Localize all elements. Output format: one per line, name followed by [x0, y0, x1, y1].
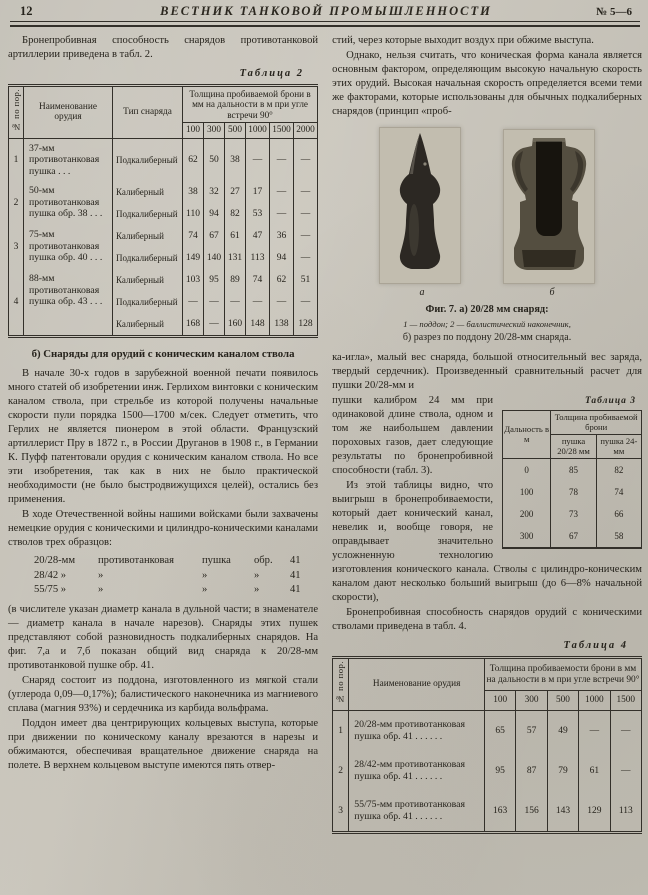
cell: 131 [225, 247, 246, 269]
cell: 47 [246, 225, 270, 247]
cell: — [270, 291, 294, 313]
cell: 2 [9, 181, 24, 225]
column-header-distance: 300 [516, 691, 547, 710]
cell: 113 [246, 247, 270, 269]
paragraph: (в числителе указан диаметр канала в дульной части; в знаменателе — диаметр канала в начале нарезов). Снаряды этих пушек представляют собой разновидность подкалиберных снарядов. На фиг. 7,а и 7,б показан общий вид снаряда к 20/28-мм противотанковой пушке обр. 41. [8, 603, 319, 671]
column-header-num [9, 86, 24, 139]
cell: 128 [294, 313, 318, 337]
table-row [333, 658, 642, 691]
cell: — [270, 138, 294, 181]
cell: 67 [551, 525, 596, 548]
column-header-distance: 500 [225, 123, 246, 139]
cell: 156 [516, 791, 547, 833]
cell: 78 [551, 481, 596, 503]
photo-label-a: а [419, 287, 425, 298]
ditto-mark: » [202, 569, 208, 581]
figure-sublabels [332, 286, 642, 300]
cell: 27 [225, 181, 246, 203]
cell: 160 [225, 313, 246, 337]
table-row [503, 503, 642, 525]
cell: 38 [225, 138, 246, 181]
cell: 36 [270, 225, 294, 247]
cell: 61 [579, 751, 610, 791]
cell: 53 [246, 203, 270, 225]
ditto-mark: » [98, 584, 104, 596]
paragraph: Бронепробивная способность снарядов орудий с коническими стволами приведена в табл. 4. [332, 607, 642, 632]
cell: 28/42-мм противотанковая пушка обр. 41 . . . . . . [349, 751, 485, 791]
table-3 [502, 410, 642, 549]
cell: 94 [270, 247, 294, 269]
cell: 82 [225, 203, 246, 225]
column-header-name: Наименование орудия [24, 86, 113, 139]
ditto-mark: » [254, 569, 260, 581]
column-header-distance: Дальность в м [503, 411, 551, 459]
cell: 79 [547, 751, 578, 791]
column-header-name: Наименование орудия [349, 658, 485, 711]
cell: 1 [333, 710, 349, 751]
cell: 61 [225, 225, 246, 247]
table-4-caption: Таблица 4 [563, 640, 628, 651]
cell: — [183, 291, 204, 313]
cell: 2 [333, 751, 349, 791]
figure-photos [332, 127, 642, 284]
column-header-span: Толщина пробиваемой брони в мм на дальности в м при угле встречи 90° [183, 86, 318, 123]
column-header-type: Тип снаряда [113, 86, 183, 139]
column-header-distance: 500 [547, 691, 578, 710]
section-heading: б) Снаряды для орудий с коническим каналом ствола [31, 348, 295, 361]
cell: — [270, 203, 294, 225]
cell: 50 [204, 138, 225, 181]
cell: 100 [503, 481, 551, 503]
cell: 87 [516, 751, 547, 791]
paragraph: ка-игла», малый вес снаряда, большой относительный вес заряда, твердый сердечник). Произведенный сравнительный расчет для пушки 20/28-мм и [332, 352, 642, 391]
cell: Калиберный [113, 313, 183, 337]
figure-caption-line: 1 — поддон; 2 — баллистический наконечник, [403, 319, 571, 329]
table-2-caption: Таблица 2 [239, 68, 305, 79]
cell: 3 [9, 225, 24, 269]
cell: 94 [204, 203, 225, 225]
figure-7 [332, 127, 642, 345]
paragraph: Снаряд состоит из поддона, изготовленного из мягкой стали (углерода 0,09—0,17%); балистического наконечника из магниевого сплава (магния 93%) и сердечника из карбида вольфрама. [8, 674, 319, 714]
table-4-header [333, 658, 642, 711]
cell: 57 [516, 710, 547, 751]
cell: — [294, 203, 318, 225]
table-row [333, 710, 642, 751]
cell: — [270, 181, 294, 203]
journal-title: ВЕСТНИК ТАНКОВОЙ ПРОМЫШЛЕННОСТИ [160, 4, 492, 18]
cell: 17 [246, 181, 270, 203]
gun-caliber: 20/28-мм [34, 555, 76, 567]
cell: 168 [183, 313, 204, 337]
cell: — [294, 225, 318, 247]
table-row [9, 138, 318, 181]
photo-label-b: б [549, 287, 555, 298]
table-row [503, 411, 642, 435]
cell: — [294, 291, 318, 313]
figure-caption [332, 303, 642, 345]
cell: 200 [503, 503, 551, 525]
cell: 103 [183, 269, 204, 291]
column-header-num [333, 658, 349, 711]
gun-caliber: 55/75 » [34, 584, 67, 596]
column-header-span: Толщина пробиваемости брони в мм на дальности в м при угле встречи 90° [484, 658, 641, 691]
cell: — [294, 247, 318, 269]
sabot-section-photo-b [503, 129, 595, 284]
table-4 [332, 656, 642, 834]
column-header-span: Толщина пробиваемой брони [551, 411, 642, 435]
header-rule [10, 21, 640, 27]
cell: 89 [225, 269, 246, 291]
gun-caliber: 28/42 » [34, 569, 67, 581]
cell: 32 [204, 181, 225, 203]
table-row [503, 525, 642, 548]
paragraph: Однако, нельзя считать, что коническая форма канала является основным фактором, определяющим высокую начальную скорость этих орудий. Высокая начальная скорость определяется всеми теми же факторами, которые использованы для обычных подкалиберных снарядов (принцип «проб- [332, 50, 642, 117]
column-header-distance: 1000 [246, 123, 270, 139]
table-row [9, 225, 318, 247]
cell: Подкалиберный [113, 203, 183, 225]
column-header-num-label: № по пор. [10, 89, 21, 133]
cell: — [225, 291, 246, 313]
gun-word: пушка [202, 555, 231, 567]
cell: 88-мм противотанковая пушка обр. 43 . . . [24, 269, 113, 337]
cell: 129 [579, 791, 610, 833]
cell: 148 [246, 313, 270, 337]
table-3-header [503, 411, 642, 459]
paragraph: В начале 30-х годов в зарубежной военной печати появилось много статей об изобретении инж. Герлихом винтовки с коническим каналом ствола, при стрельбе из которой получены начальные скорости пули порядка 1500—1700 м/сек. Следует отметить, что Герлих не является пионером в этой области. Французский артиллерист Пру в 1872 г., в России Друганов в 1908 г., в Германии К. Пуфф патентовали орудия с коническим каналом ствола. Но все эти изобретения, так как в них не было практической необходимости (не было быстродвижущихся целей), остались без применения. [8, 368, 319, 506]
cell: 58 [596, 525, 641, 548]
column-header-distance: 1000 [579, 691, 610, 710]
cell: 20/28-мм противотанковая пушка обр. 41 . . . . . . [349, 710, 485, 751]
cell: Подкалиберный [113, 247, 183, 269]
table-row [9, 269, 318, 291]
cell: 55/75-мм противотанковая пушка обр. 41 . . . . . . [349, 791, 485, 833]
cell: 82 [596, 459, 641, 482]
figure-caption-line: б) разрез по поддону 20/28-мм снаряда. [402, 332, 572, 343]
list-item [34, 569, 318, 584]
cell: 1 [9, 138, 24, 181]
table-row [503, 459, 642, 482]
cell: — [610, 751, 641, 791]
gun-word: обр. [254, 555, 273, 567]
table-row [9, 86, 318, 123]
list-item [34, 583, 318, 598]
table-row [9, 181, 318, 203]
cell: — [294, 138, 318, 181]
table-3-block [502, 394, 642, 549]
paragraph: стий, через которые выходит воздух при обжиме выступа. [332, 35, 594, 46]
figure-caption-line: Фиг. 7. а) 20/28 мм снаряд: [425, 304, 549, 315]
cell: 300 [503, 525, 551, 548]
table-row [333, 791, 642, 833]
table-3-wrap-zone [332, 394, 642, 605]
cell: 143 [547, 791, 578, 833]
sabot-section-drawing [504, 130, 594, 278]
gun-model: 41 [290, 584, 301, 596]
page-number: 12 [20, 4, 33, 18]
cell: Калиберный [113, 225, 183, 247]
ditto-mark: » [98, 569, 104, 581]
cell: 65 [484, 710, 515, 751]
column-header-gun1: пушка 20/28 мм [551, 435, 596, 459]
cell: 95 [484, 751, 515, 791]
cell: — [579, 710, 610, 751]
column-header-distance: 100 [183, 123, 204, 139]
issue-number: № 5—6 [596, 6, 632, 18]
table-row [333, 751, 642, 791]
paragraph-intro: Бронепробивная способность снарядов противотанковой артиллерии приведена в табл. 2. [8, 35, 319, 60]
ditto-mark: » [202, 584, 208, 596]
cell: 163 [484, 791, 515, 833]
page-columns [8, 34, 642, 834]
cell: 95 [204, 269, 225, 291]
column-header-gun2: пушка 24-мм [596, 435, 641, 459]
cell: 75-мм противотанковая пушка обр. 40 . . . [24, 225, 113, 269]
cell: 138 [270, 313, 294, 337]
cell: — [610, 710, 641, 751]
cell: Подкалиберный [113, 138, 183, 181]
left-column [8, 34, 318, 834]
column-header-distance: 100 [484, 691, 515, 710]
column-header-distance: 1500 [610, 691, 641, 710]
cell: — [246, 138, 270, 181]
gun-model: 41 [290, 569, 301, 581]
cell: — [294, 181, 318, 203]
table-row [503, 481, 642, 503]
cell: 110 [183, 203, 204, 225]
column-header-num-label: № по пор. [335, 661, 346, 705]
paragraph: Из этой таблицы видно, что выигрыш в бронепробиваемости, который дает конический канал, невелик и, вообще говоря, не оправдывает значительно усложненную технологию изготовления конического канала. Стволы с цилиндро-коническим каналом дают несколько больший выигрыш (до 6—8% начальной скорости), [332, 480, 642, 603]
cell: 0 [503, 459, 551, 482]
cell: — [246, 291, 270, 313]
column-header-distance: 2000 [294, 123, 318, 139]
cell: 49 [547, 710, 578, 751]
projectile-photo-a [379, 127, 461, 284]
gun-model: 41 [290, 555, 301, 567]
cell: 3 [333, 791, 349, 833]
cell: 4 [9, 269, 24, 337]
cell: 140 [204, 247, 225, 269]
cell: 149 [183, 247, 204, 269]
cell: 62 [183, 138, 204, 181]
cell: 113 [610, 791, 641, 833]
column-header-distance: 300 [204, 123, 225, 139]
paragraph: пушки калибром 24 мм при одинаковой длине ствола, одном и том же наибольшем давлении пороховых газов, дает следующие результаты по бронепробивной способности (табл. 3). [332, 395, 493, 476]
table-2-header [9, 86, 318, 139]
cell: — [204, 313, 225, 337]
cell: 66 [596, 503, 641, 525]
list-item [34, 554, 318, 569]
cell: 38 [183, 181, 204, 203]
cell: 62 [270, 269, 294, 291]
table-3-caption: Таблица 3 [584, 396, 636, 406]
cell: 67 [204, 225, 225, 247]
gun-word: противотанковая [98, 555, 174, 567]
cell: — [204, 291, 225, 313]
cell: 37-мм противотанковая пушка . . . [24, 138, 113, 181]
cell: 85 [551, 459, 596, 482]
cell: 51 [294, 269, 318, 291]
paragraph: В ходе Отечественной войны нашими войсками были захвачены немецкие орудия с коническими и цилиндро-коническими каналами стволов трех образцов: [8, 509, 319, 549]
column-header-distance: 1500 [270, 123, 294, 139]
table-2 [8, 84, 318, 338]
page-header [8, 2, 642, 20]
cell: 74 [596, 481, 641, 503]
cell: 50-мм противотанковая пушка обр. 38 . . . [24, 181, 113, 225]
projectile-silhouette [380, 128, 460, 278]
cell: 73 [551, 503, 596, 525]
gun-list [34, 554, 318, 598]
paragraph: Поддон имеет два центрирующих кольцевых выступа, которые при движении по коническому каналу врезаются в нарезы и обжимаются, обеспечивая вращательное движение снаряда на полете. В верхнем кольцевом выступе имеются пять отвер- [8, 717, 319, 771]
cell: 74 [246, 269, 270, 291]
ditto-mark: » [254, 584, 260, 596]
cell: Калиберный [113, 181, 183, 203]
right-column [332, 34, 642, 834]
cell: Калиберный [113, 269, 183, 291]
cell: Подкалиберный [113, 291, 183, 313]
cell: 74 [183, 225, 204, 247]
